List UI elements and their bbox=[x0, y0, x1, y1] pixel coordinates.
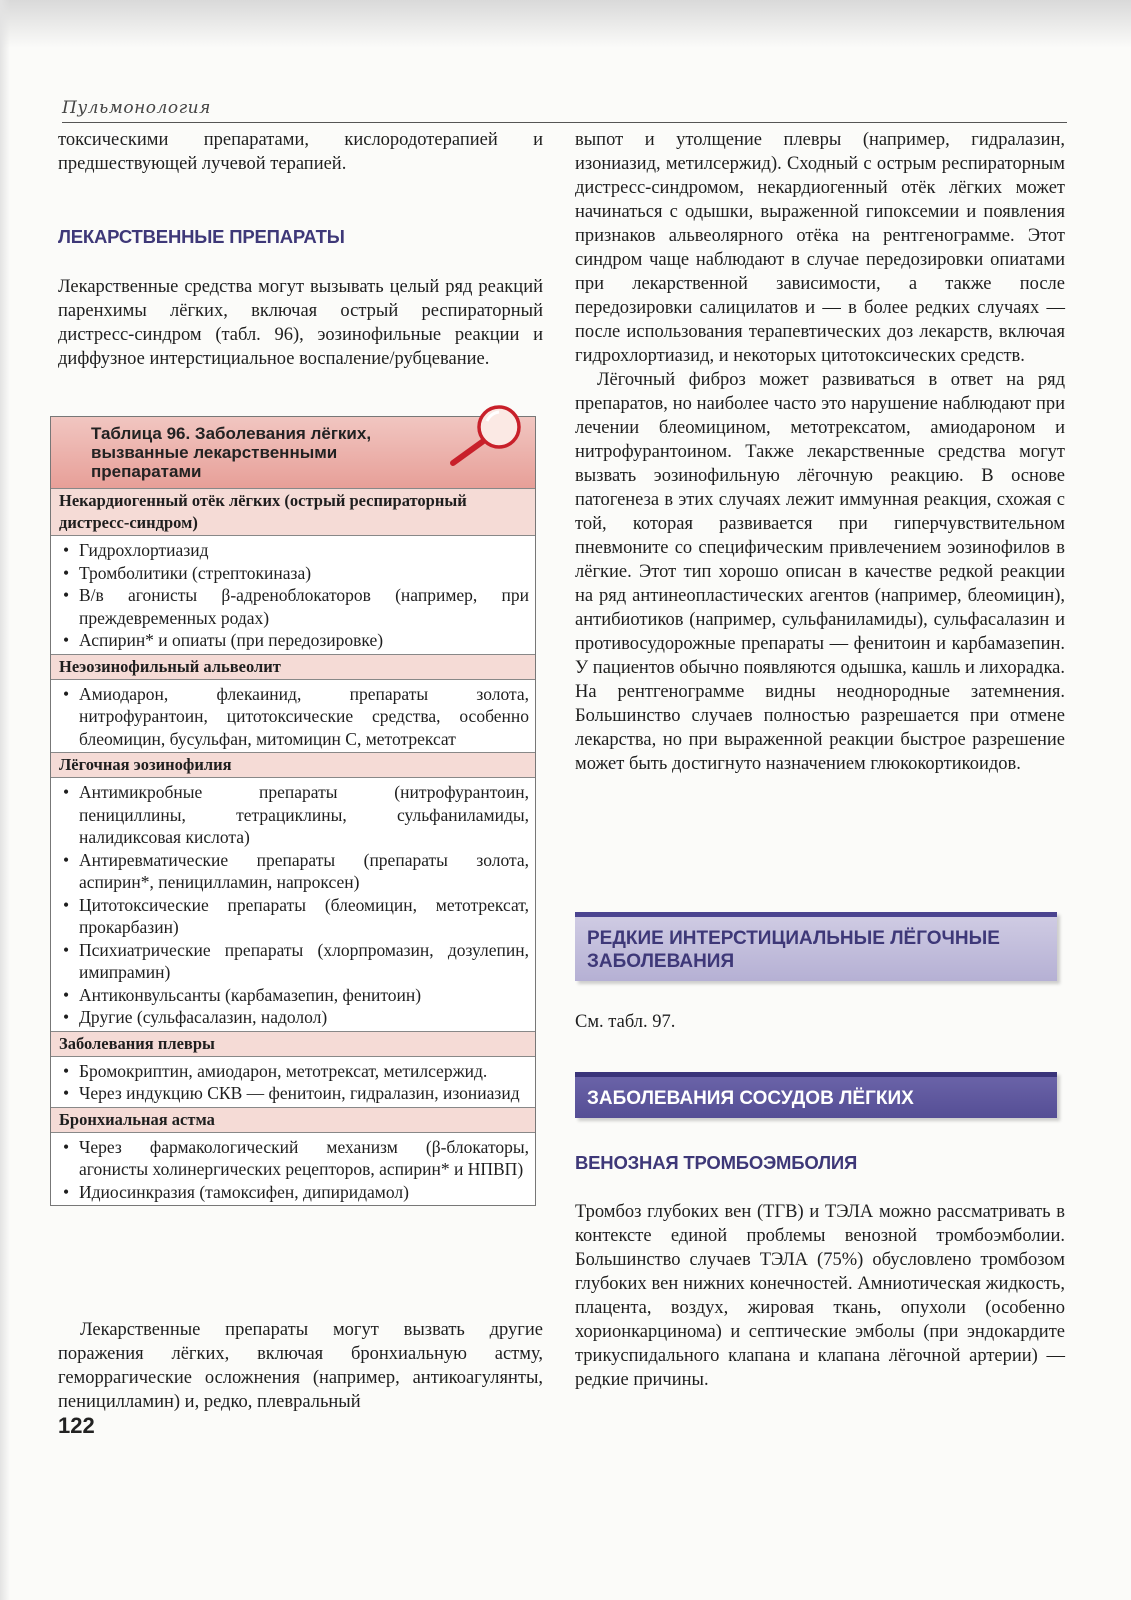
list-item: • Через индукцию СКВ — фенитоин, гидралазин, изониазид bbox=[57, 1082, 529, 1105]
table-section-header: Лёгочная эозинофилия bbox=[51, 752, 535, 778]
drugs-other-paragraph: Лекарственные препараты могут вызвать другие поражения лёгких, включая бронхиальную астму, геморрагические осложнения (например, антикоагулянты, пеницилламин) и, редко, плевральный bbox=[58, 1320, 543, 1412]
list-item: • Аспирин* и опиаты (при передозировке) bbox=[57, 629, 529, 652]
see-table-text: См. табл. 97. bbox=[575, 1012, 676, 1032]
list-item: • Антиконвульсанты (карбамазепин, фенитоин) bbox=[57, 984, 529, 1007]
table-section-header: Неэозинофильный альвеолит bbox=[51, 654, 535, 680]
list-item: • В/в агонисты β-адреноблокаторов (например, при преждевременных родах) bbox=[57, 584, 529, 629]
left-intro-paragraph: токсическими препаратами, кислородотерапией и предшествующей лучевой терапией. bbox=[58, 130, 543, 174]
table-section-items bbox=[51, 778, 535, 1031]
list-item: • Через фармакологический механизм (β-блокаторы, агонисты холинергических рецепторов, аспирин* и НПВП) bbox=[57, 1136, 529, 1181]
table-section-items bbox=[51, 680, 535, 753]
list-item: • Цитотоксические препараты (блеомицин, метотрексат, прокарбазин) bbox=[57, 894, 529, 939]
table-96 bbox=[50, 416, 536, 1206]
scan-shadow-left bbox=[0, 0, 10, 1600]
left-bottom bbox=[58, 1318, 543, 1414]
list-item: • Психиатрические препараты (хлорпромазин, дозулепин, имипрамин) bbox=[57, 939, 529, 984]
table-section-items bbox=[51, 1057, 535, 1107]
list-item: • Гидрохлортиазид bbox=[57, 539, 529, 562]
section-banner-rare-ild: РЕДКИЕ ИНТЕРСТИЦИАЛЬНЫЕ ЛЁГОЧНЫЕ ЗАБОЛЕВАНИЯ bbox=[575, 912, 1057, 981]
list-item: • Идиосинкразия (тамоксифен, дипиридамол) bbox=[57, 1181, 529, 1204]
page-number: 122 bbox=[58, 1413, 95, 1438]
list-item: • Тромболитики (стрептокиназа) bbox=[57, 562, 529, 585]
table-section-header: Заболевания плевры bbox=[51, 1031, 535, 1057]
table-title: Таблица 96. Заболевания лёгких, вызванные лекарственными препаратами bbox=[91, 424, 372, 481]
running-head bbox=[62, 98, 1067, 123]
table-section-items bbox=[51, 536, 535, 654]
table-section-items bbox=[51, 1133, 535, 1206]
section-heading-drugs: ЛЕКАРСТВЕННЫЕ ПРЕПАРАТЫ bbox=[58, 226, 345, 247]
magnifier-icon bbox=[439, 401, 529, 471]
drugs-paragraph: Лекарственные средства могут вызывать целый ряд реакций паренхимы лёгких, включая острый респираторный дистресс-синдром (табл. 96), эозинофильные реакции и диффузное интерстициальное воспаление/рубцевание. bbox=[58, 277, 543, 369]
list-item: • Антимикробные препараты (нитрофурантоин, пенициллины, тетрациклины, сульфаниламиды, налидиксовая кислота) bbox=[57, 781, 529, 849]
table-title-bar bbox=[51, 417, 535, 489]
see-table-block bbox=[575, 1010, 1065, 1034]
table-section-header: Некардиогенный отёк лёгких (острый респираторный дистресс-синдром) bbox=[51, 489, 535, 536]
scan-shadow-top bbox=[0, 0, 1131, 48]
list-item: • Бромокриптин, амиодарон, метотрексат, метилсержид. bbox=[57, 1060, 529, 1083]
right-paragraph-2: Лёгочный фиброз может развиваться в ответ на ряд препаратов, но наиболее часто это нарушение наблюдают при лечении блеомицином, метотрексатом, амиодароном и нитрофурантоином. Также лекарственные средства могут вызвать эозинофильную лёгочную реакцию. В основе патогенеза в этих случаях лежит иммунная реакция, схожая с той, которая развивается при гиперчувствительном пневмоните со специфическим привлечением эозинофилов в лёгкие. Этот тип хорошо описан в качестве редкой реакции на ряд антинеопластических агентов (например, блеомицин), антибиотиков (например, сульфаниламиды), сульфасалазин и противосудорожные препараты — фенитоин и карбамазепин. У пациентов обычно появляются одышка, кашль и лихорадка. На рентгенограмме видны неоднородные затемнения. Большинство случаев полностью разрешается при отмене лекарства, но при выраженной реакции быстрое разрешение может быть достигнуто назначением глюкокортикоидов. bbox=[575, 370, 1065, 774]
running-head-text: Пульмонология bbox=[62, 98, 211, 118]
left-column bbox=[58, 128, 543, 371]
section-heading-vte: ВЕНОЗНАЯ ТРОМБОЭМБОЛИЯ bbox=[575, 1152, 858, 1173]
section-banner-vascular: ЗАБОЛЕВАНИЯ СОСУДОВ ЛЁГКИХ bbox=[575, 1072, 1057, 1118]
list-item: • Амиодарон, флекаинид, препараты золота, нитрофурантоин, цитотоксические средства, особенно блеомицин, бусульфан, митомицин С, метотрексат bbox=[57, 683, 529, 751]
table-section-header: Бронхиальная астма bbox=[51, 1107, 535, 1133]
vte-paragraph: Тромбоз глубоких вен (ТГВ) и ТЭЛА можно рассматривать в контексте единой проблемы венозной тромбоэмболии. Большинство случаев ТЭЛА (75%) обусловлено тромбозом глубоких вен нижних конечностей. Амниотическая жидкость, плацента, воздух, жировая ткань, опухоли (особенно хорионкарцинома) и септические эмболы (при эндокардите трикуспидального клапана и клапана лёгочной артерии) — редкие причины. bbox=[575, 1202, 1065, 1390]
vte-block bbox=[575, 1152, 1065, 1392]
right-column bbox=[575, 128, 1065, 776]
list-item: • Антиревматические препараты (препараты золота, аспирин*, пеницилламин, напроксен) bbox=[57, 849, 529, 894]
list-item: • Другие (сульфасалазин, надолол) bbox=[57, 1006, 529, 1029]
right-paragraph-1: выпот и утолщение плевры (например, гидралазин, изониазид, метилсержид). Сходный с острым респираторным дистресс-синдромом, некардиогенный отёк лёгких может начинаться с одышки, выраженной гипоксемии и появления признаков альвеолярного отёка на рентгенограмме. Этот синдром чаще наблюдают в случае передозировки опиатами при лекарственной зависимости, а также после передозировки салицилатов и — в более редких случаях — после использования терапевтических доз лекарств, включая гидрохлортиазид, и некоторых цитотоксических средств. bbox=[575, 130, 1065, 366]
